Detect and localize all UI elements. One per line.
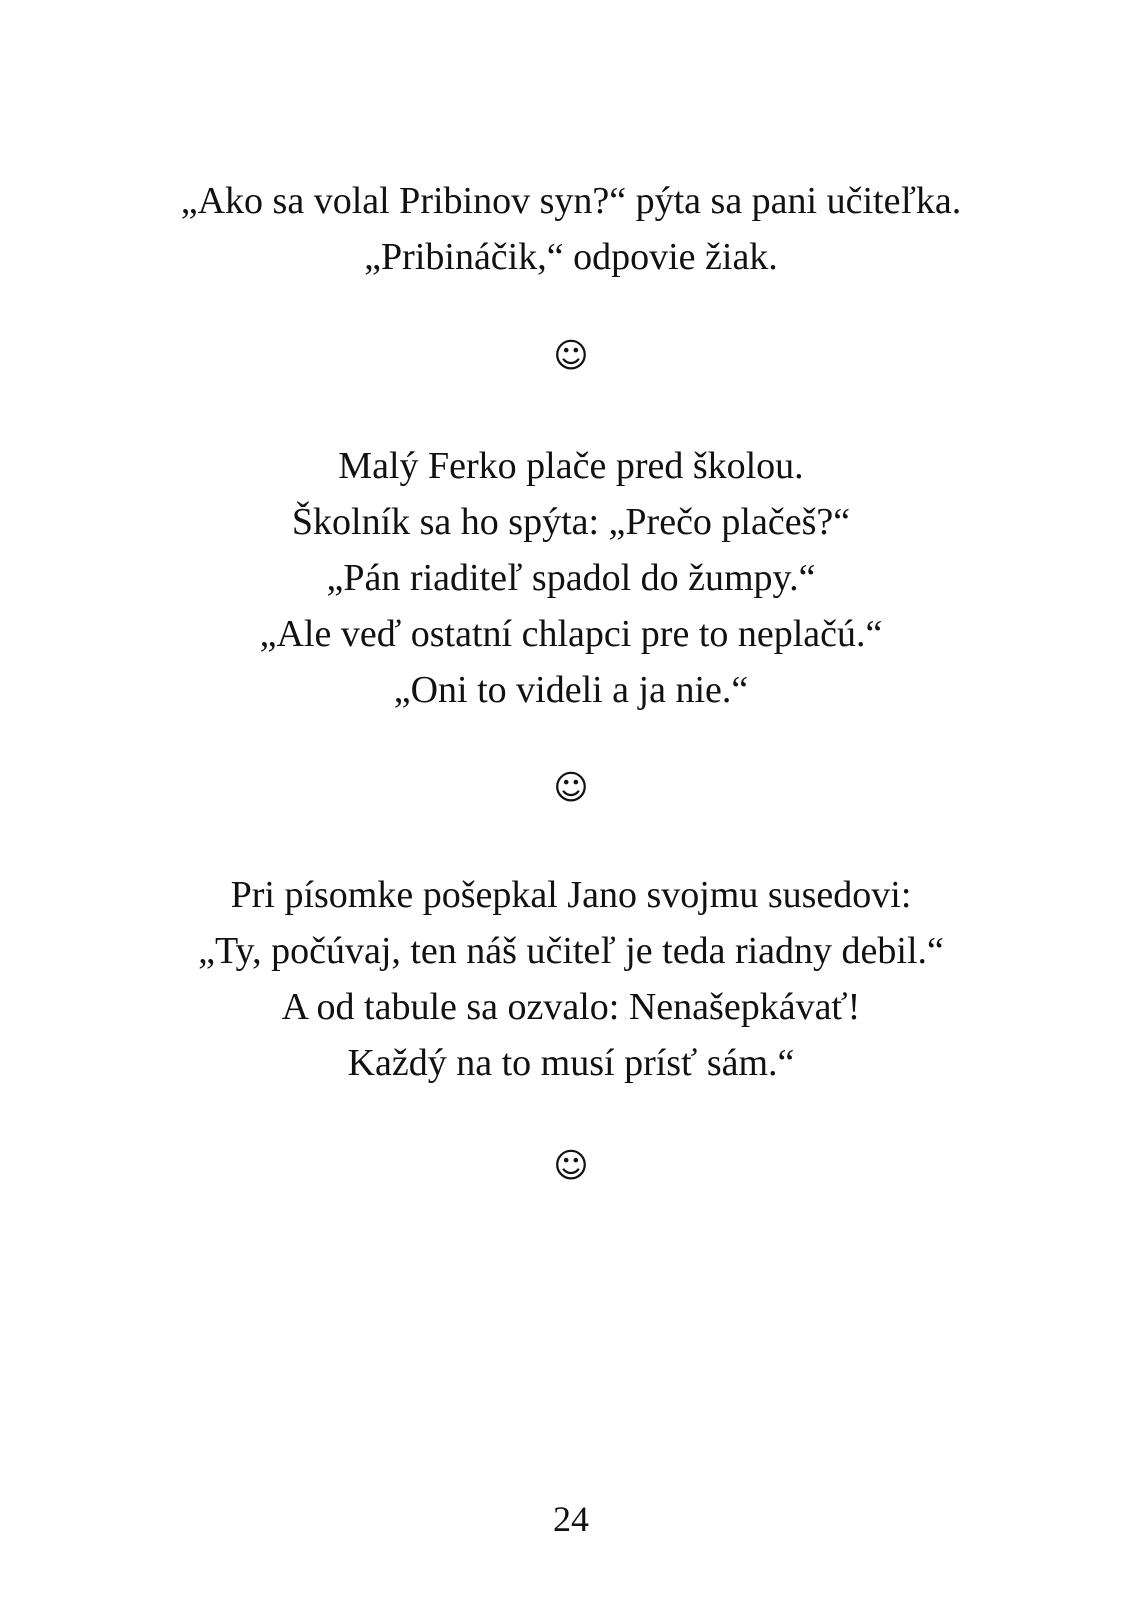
joke-line: „Pribináčik,“ odpovie žiak. xyxy=(364,236,778,278)
joke-line: „Pán riaditeľ spadol do žumpy.“ xyxy=(326,557,816,599)
joke-1 xyxy=(0,173,1142,285)
joke-2 xyxy=(0,438,1142,718)
joke-line: A od tabule sa ozvalo: Nenašepkávať! xyxy=(281,986,861,1028)
joke-line: Každý na to musí prísť sám.“ xyxy=(347,1042,795,1084)
smiley-icon: ☺ xyxy=(553,336,589,376)
smiley-icon: ☺ xyxy=(553,1146,589,1186)
joke-line: Pri písomke pošepkal Jano svojmu susedovi: xyxy=(230,874,912,916)
joke-3 xyxy=(0,867,1142,1091)
joke-line: „Ale veď ostatní chlapci pre to neplačú.“ xyxy=(259,613,883,655)
joke-line: „Ty, počúvaj, ten náš učiteľ je teda riadny debil.“ xyxy=(198,930,944,972)
joke-line: „Oni to videli a ja nie.“ xyxy=(393,669,749,711)
page-number: 24 xyxy=(553,1499,589,1539)
joke-line: Školník sa ho spýta: „Prečo plačeš?“ xyxy=(291,501,851,543)
joke-line: Malý Ferko plače pred školou. xyxy=(338,445,804,487)
smiley-icon: ☺ xyxy=(553,768,589,808)
joke-line: „Ako sa volal Pribinov syn?“ pýta sa pani učiteľka. xyxy=(180,180,962,222)
